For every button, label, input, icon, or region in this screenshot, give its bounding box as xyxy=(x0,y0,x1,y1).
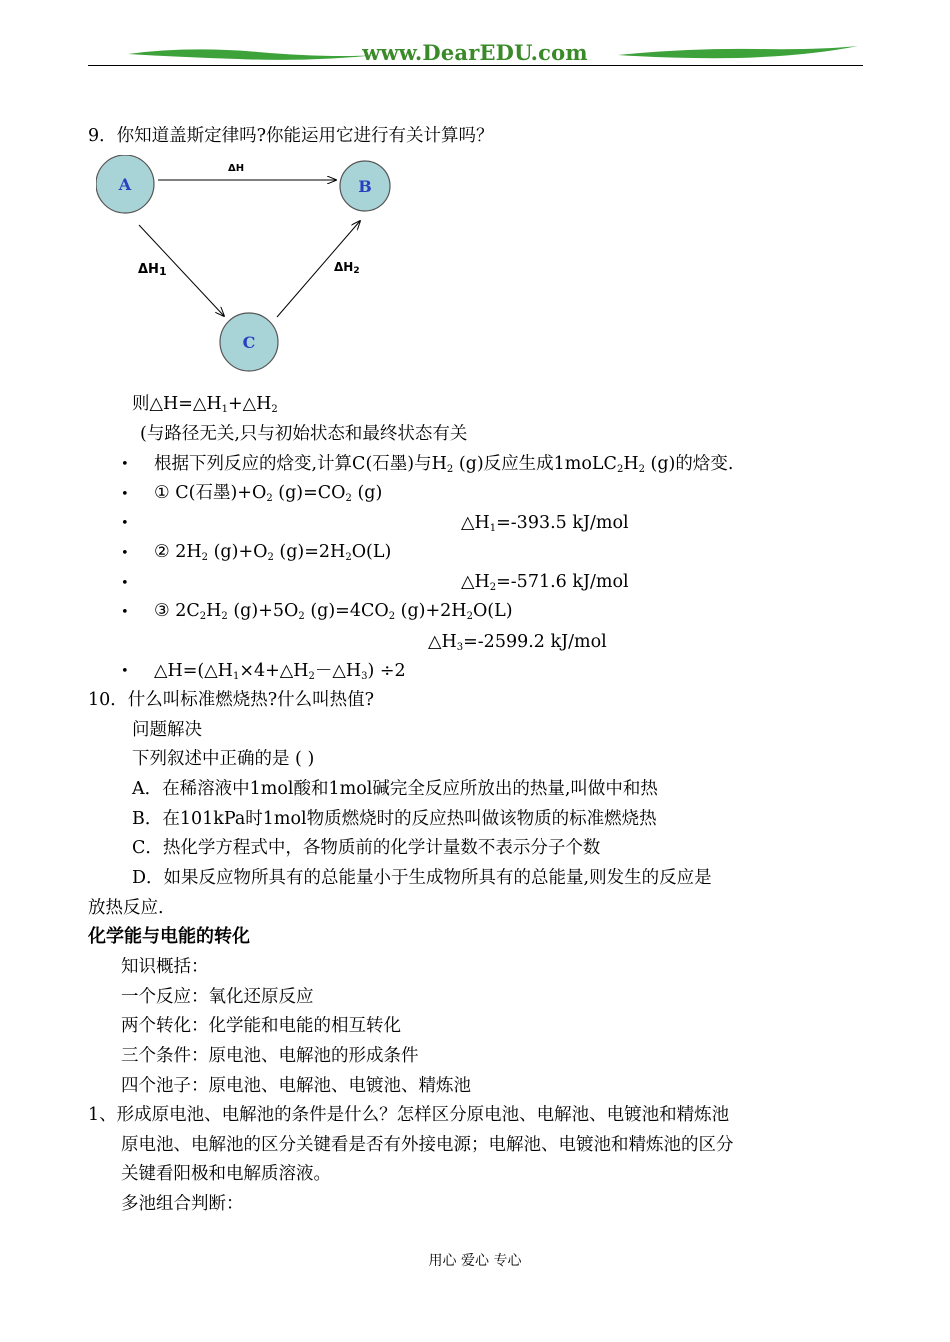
node-b-label: B xyxy=(358,177,372,196)
combined-equation: $\triangle H=(\triangle H_1\times 4+\triangle H_2-\triangle H_3) \div 2$ xyxy=(154,661,406,682)
option-a: A．在稀溶液中1mol酸和1mol碱完全反应所放出的热量,叫做中和热 xyxy=(132,779,658,799)
problem-heading: 问题解决 xyxy=(132,720,202,740)
label-delta-h1: ΔH1 xyxy=(138,262,167,278)
enthalpy-2: $\triangle H_2=-571.6$ kJ/mol xyxy=(461,572,629,593)
green-swoosh-right-icon xyxy=(618,44,858,62)
answer-line-2: 关键看阳极和电解质溶液。 xyxy=(121,1164,331,1184)
summary-item-1: 一个反应：氧化还原反应 xyxy=(121,987,314,1007)
question-stem: 下列叙述中正确的是 ( ) xyxy=(132,749,315,769)
page-footer: 用心 爱心 专心 xyxy=(428,1253,522,1269)
path-independence-note: (与路径无关,只与初始状态和最终状态有关 xyxy=(140,424,468,444)
enthalpy-3: $\triangle H_3=-2599.2$ kJ/mol xyxy=(428,632,607,653)
header-rule xyxy=(88,65,863,66)
multi-cell-label: 多池组合判断： xyxy=(121,1194,244,1214)
green-swoosh-left-icon xyxy=(128,46,378,62)
summary-item-4: 四个池子：原电池、电解池、电镀池、精炼池 xyxy=(121,1076,471,1096)
site-logo-text: www.DearEDU.com xyxy=(362,40,588,65)
page-header xyxy=(88,38,863,70)
bullet-marker: • xyxy=(121,457,129,472)
reaction-2: ② $2H_2$ $(g)+O_2$ $(g)=2H_2O(L)$ xyxy=(154,542,392,563)
summary-item-3: 三个条件：原电池、电解池的形成条件 xyxy=(121,1046,419,1066)
q10-title: 10．什么叫标准燃烧热?什么叫热值? xyxy=(88,690,375,710)
hess-law-diagram xyxy=(96,155,416,375)
reaction-3: ③ $2C_2H_2$ $(g)+5O_2$ $(g)=4CO_2$ $(g)+2H_2O(L)$ xyxy=(154,601,513,622)
bullet-marker: • xyxy=(121,605,129,620)
bullet-marker: • xyxy=(121,487,129,502)
label-delta-h: ΔH xyxy=(228,163,245,174)
node-a-label: A xyxy=(118,175,132,194)
q9-title: 9．你知道盖斯定律吗?你能运用它进行有关计算吗？ xyxy=(88,126,494,146)
reaction-1: ① C(石墨)$+O_2$ $(g)=CO_2$ (g) xyxy=(154,483,383,504)
then-equation: 则$\triangle H=\triangle H_1+\triangle H_2$ xyxy=(132,394,278,415)
summary-item-2: 两个转化：化学能和电能的相互转化 xyxy=(121,1016,401,1036)
bullet-line-1: 根据下列反应的焓变,计算C(石墨)与$H_2$ (g)反应生成$1moLC_2H_2$ (g)的焓变. xyxy=(154,454,734,475)
option-d-line-2: 放热反应. xyxy=(88,898,164,918)
section-heading: 化学能与电能的转化 xyxy=(88,926,250,947)
option-c: C．热化学方程式中，各物质前的化学计量数不表示分子个数 xyxy=(132,838,601,858)
bullet-marker: • xyxy=(121,516,129,531)
node-c-label: C xyxy=(242,333,256,352)
bullet-marker: • xyxy=(121,576,129,591)
bullet-marker: • xyxy=(121,546,129,561)
summary-label: 知识概括： xyxy=(121,957,209,977)
option-d-line-1: D．如果反应物所具有的总能量小于生成物所具有的总能量,则发生的反应是 xyxy=(132,868,712,888)
question-1: 1、形成原电池、电解池的条件是什么？怎样区分原电池、电解池、电镀池和精炼池 xyxy=(88,1105,730,1125)
option-b: B．在101kPa时1mol物质燃烧时的反应热叫做该物质的标准燃烧热 xyxy=(132,809,657,829)
answer-line-1: 原电池、电解池的区分关键看是否有外接电源；电解池、电镀池和精炼池的区分 xyxy=(121,1135,734,1155)
bullet-marker: • xyxy=(121,664,129,679)
label-delta-h2: ΔH2 xyxy=(334,260,360,276)
enthalpy-1: $\triangle H_1=-393.5$ kJ/mol xyxy=(461,513,629,534)
